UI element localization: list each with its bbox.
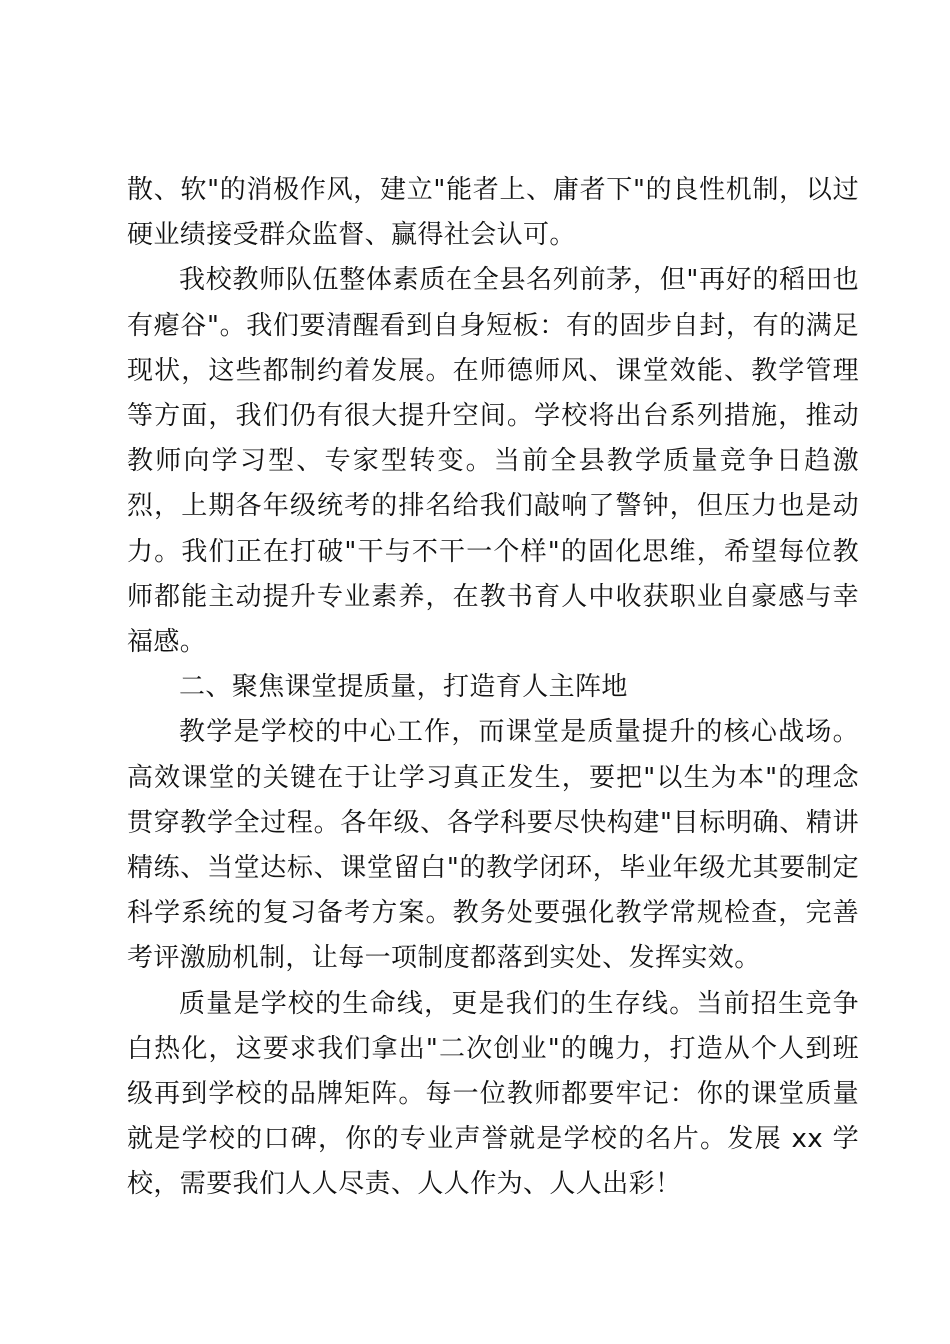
paragraph-quality-lifeline: 质量是学校的生命线，更是我们的生存线。当前招生竞争白热化，这要求我们拿出"二次创业"的魄力，打造从个人到班级再到学校的品牌矩阵。每一位教师都要牢记：你的课堂质量就是学校的口碑，你的专业声誉就是学校的名片。发展 xx 学校，需要我们人人尽责、人人作为、人人出彩！ <box>127 988 859 1200</box>
paragraph-teacher-quality: 我校教师队伍整体素质在全县名列前茅，但"再好的稻田也有瘪谷"。我们要清醒看到自身短板：有的固步自封，有的满足现状，这些都制约着发展。在师德师风、课堂效能、教学管理等方面，我们仍有很大提升空间。学校将出台系列措施，推动教师向学习型、专家型转变。当前全县教学质量竞争日趋激烈，上期各年级统考的排名给我们敲响了警钟，但压力也是动力。我们正在打破"干与不干一个样"的固化思维，希望每位教师都能主动提升专业素养，在教书育人中收获职业自豪感与幸福感。 <box>127 265 859 658</box>
section-heading-classroom: 二、聚焦课堂提质量，打造育人主阵地 <box>179 672 628 703</box>
document-body <box>127 168 859 1208</box>
paragraph-continuation: 散、软"的消极作风，建立"能者上、庸者下"的良性机制，以过硬业绩接受群众监督、赢得社会认可。 <box>127 175 859 251</box>
paragraph-efficient-classroom: 教学是学校的中心工作，而课堂是质量提升的核心战场。高效课堂的关键在于让学习真正发生，要把"以生为本"的理念贯穿教学全过程。各年级、各学科要尽快构建"目标明确、精讲精练、当堂达标、课堂留白"的教学闭环，毕业年级尤其要制定科学系统的复习备考方案。教务处要强化教学常规检查，完善考评激励机制，让每一项制度都落到实处、发挥实效。 <box>127 717 859 974</box>
